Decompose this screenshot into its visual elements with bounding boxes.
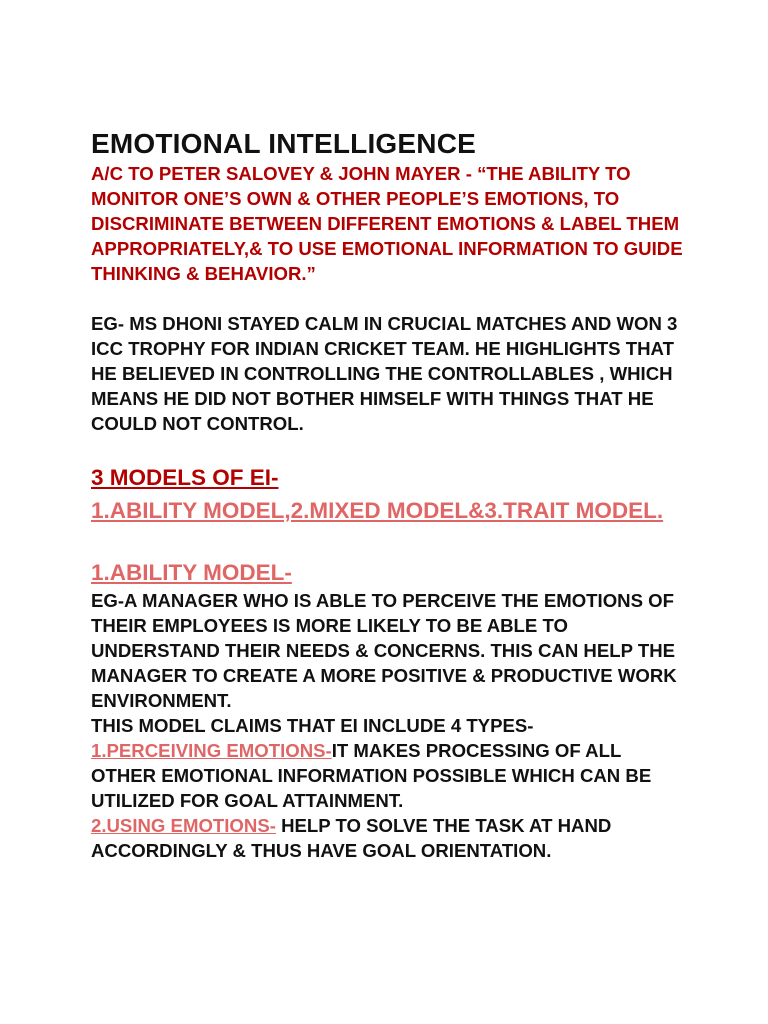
ability-model-heading: 1.ABILITY MODEL- bbox=[91, 560, 292, 585]
type-using-emotions bbox=[91, 813, 688, 863]
example-dhoni: EG- MS DHONI STAYED CALM IN CRUCIAL MATCHES AND WON 3 ICC TROPHY FOR INDIAN CRICKET TEAM. HE HIGHLIGHTS THAT HE BELIEVED IN CONTROLLING THE CONTROLLABLES , WHICH MEANS HE DID NOT BOTHER HIMSELF WITH THINGS THAT HE COULD NOT CONTROL. bbox=[91, 313, 678, 434]
page-title: EMOTIONAL INTELLIGENCE bbox=[91, 128, 476, 159]
ability-model-example: EG-A MANAGER WHO IS ABLE TO PERCEIVE THE EMOTIONS OF THEIR EMPLOYEES IS MORE LIKELY TO BE ABLE TO UNDERSTAND THEIR NEEDS & CONCERNS. THIS CAN HELP THE MANAGER TO CREATE A MORE POSITIVE & PRODUCTIVE WORK ENVIRONMENT. bbox=[91, 589, 677, 711]
type-perceiving-label: 1.PERCEIVING EMOTIONS- bbox=[91, 739, 332, 761]
type-perceiving-text: IT MAKES PROCESSING OF ALL OTHER EMOTIONAL INFORMATION POSSIBLE WHICH CAN BE UTILIZED FOR GOAL ATTAINMENT. bbox=[91, 739, 652, 811]
ability-model-claim: THIS MODEL CLAIMS THAT EI INCLUDE 4 TYPES- bbox=[91, 714, 534, 736]
definition-quote: A/C TO PETER SALOVEY & JOHN MAYER - “THE ABILITY TO MONITOR ONE’S OWN & OTHER PEOPLE’S EMOTIONS, TO DISCRIMINATE BETWEEN DIFFERENT EMOTIONS & LABEL THEM APPROPRIATELY,& TO USE EMOTIONAL INFORMATION TO GUIDE THINKING & BEHAVIOR.” bbox=[91, 163, 683, 284]
models-list: 1.ABILITY MODEL,2.MIXED MODEL&3.TRAIT MODEL. bbox=[91, 497, 664, 523]
type-using-text: HELP TO SOLVE THE TASK AT HAND ACCORDINGLY & THUS HAVE GOAL ORIENTATION. bbox=[91, 814, 612, 861]
models-heading: 3 MODELS OF EI- bbox=[91, 465, 279, 490]
type-using-label: 2.USING EMOTIONS- bbox=[91, 814, 276, 836]
type-perceiving-emotions bbox=[91, 738, 688, 813]
